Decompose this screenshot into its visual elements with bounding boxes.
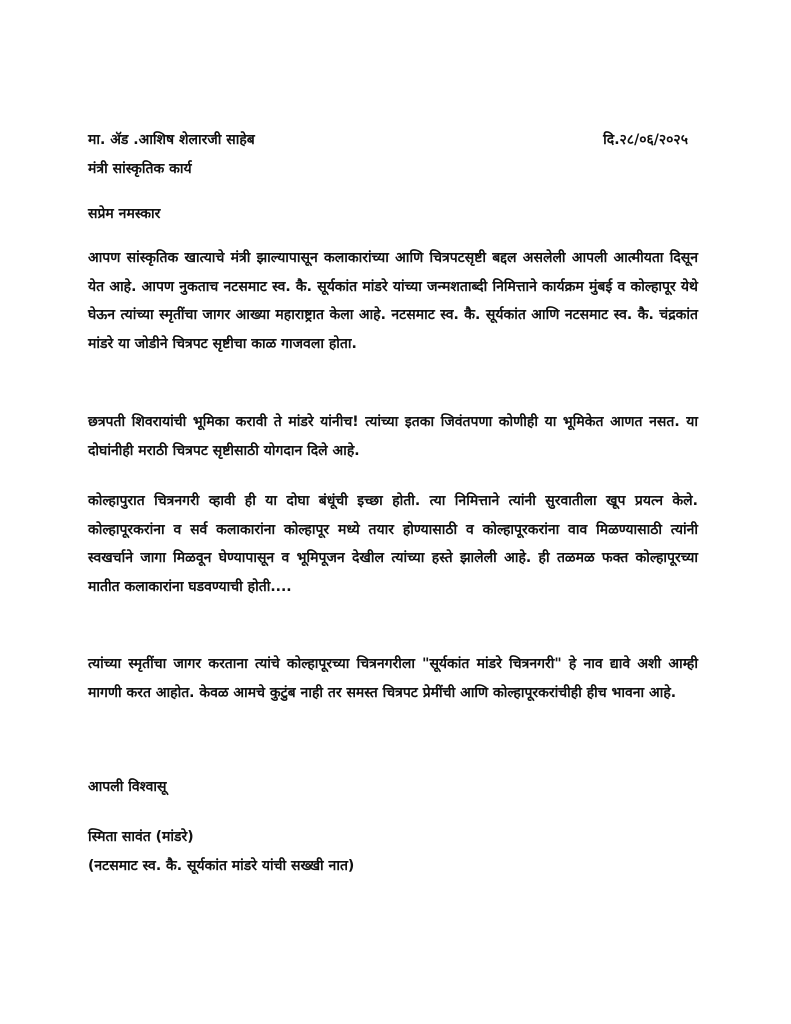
paragraph-4: त्यांच्या स्मृतींचा जागर करताना त्यांचे कोल्हापूरच्या चित्रनगरीला "सूर्यकांत मांडरे चित्रनगरी" हे नाव द्यावे अशी आम्ही मागणी करत आहोत. केवळ आमचे कुटुंब नाही तर समस्त चित्रपट प्रेमींची आणि कोल्हापूरकरांचीही हीच भावना आहे. xyxy=(88,656,698,701)
recipient-title: मंत्री सांस्कृतिक कार्य xyxy=(88,161,192,177)
greeting: सप्रेम नमस्कार xyxy=(88,206,161,222)
header-top-row xyxy=(88,126,688,155)
paragraph-1: आपण सांस्कृतिक खात्याचे मंत्री झाल्यापासून कलाकारांच्या आणि चित्रपटसृष्टी बद्दल असलेली आपली आत्मीयता दिसून येत आहे. आपण नुकताच नटसमाट स्व. कै. सूर्यकांत मांडरे यांच्या जन्मशताब्दी निमित्ताने कार्यक्रम मुंबई व कोल्हापूर येथे घेऊन त्यांच्या स्मृतींचा जागर आख्या महाराष्ट्रात केला आहे. नटसमाट स्व. कै. सूर्यकांत आणि नटसमाट स्व. कै. चंद्रकांत मांडरे या जोडीने चित्रपट सृष्टीचा काळ गाजवला होता. xyxy=(88,250,698,352)
closing: आपली विश्वासू xyxy=(88,779,167,795)
paragraph-3: कोल्हापुरात चित्रनगरी व्हावी ही या दोघा बंधूंची इच्छा होती. त्या निमित्ताने त्यांनी सुरवातीला खूप प्रयत्न केले. कोल्हापूरकरांना व सर्व कलाकारांना कोल्हापूर मध्ये तयार होण्यासाठी व कोल्हापूरकरांना वाव मिळण्यासाठी त्यांनी स्वखर्चाने जागा मिळवून घेण्यापासून व भूमिपूजन देखील त्यांच्या हस्ते झालेली आहे. ही तळमळ फक्त कोल्हापूरच्या मातीत कलाकारांना घडवण्याची होती.... xyxy=(88,493,698,595)
recipient-name: मा. ॲड .आशिष शेलारजी साहेब xyxy=(88,132,255,148)
paragraph-2: छत्रपती शिवरायांची भूमिका करावी ते मांडरे यांनीच! त्यांच्या इतका जिवंतपणा कोणीही या भूमिकेत आणत नसत. या दोघांनीही मराठी चित्रपट सृष्टीसाठी योगदान दिले आहे. xyxy=(88,414,698,459)
letter-date: दि.२८/०६/२०२५ xyxy=(603,132,688,148)
sender-name: स्मिता सावंत (मांडरे) xyxy=(88,829,194,845)
sender-relation: (नटसमाट स्व. कै. सूर्यकांत मांडरे यांची सख्खी नात) xyxy=(88,858,355,874)
signature-block xyxy=(88,823,354,881)
letter-header xyxy=(88,126,688,184)
